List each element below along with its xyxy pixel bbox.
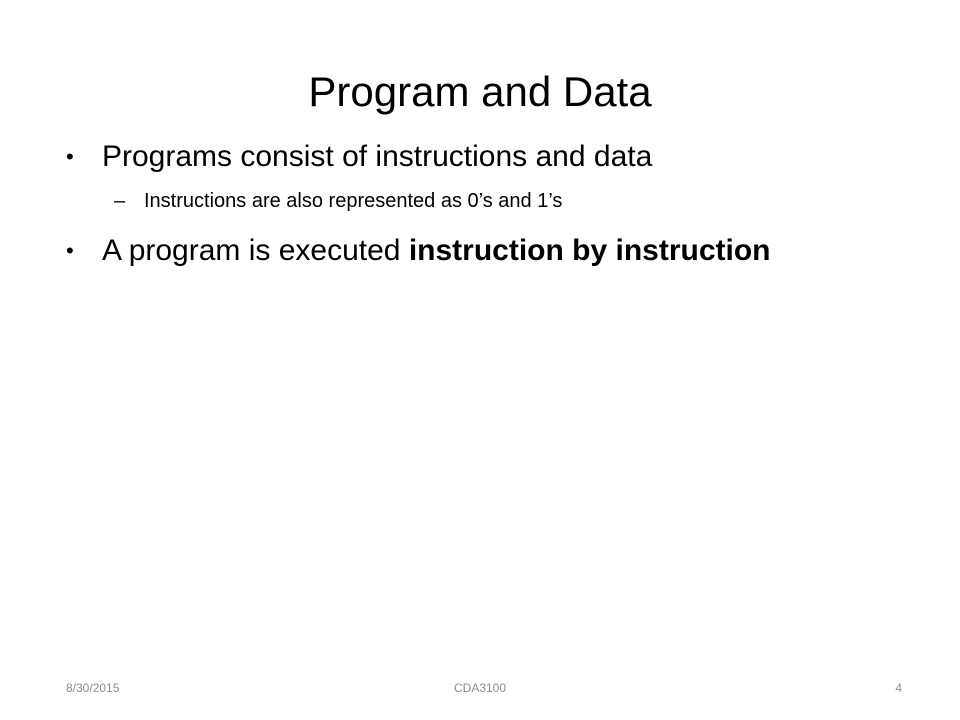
bullet-text-plain: A program is executed xyxy=(102,234,409,267)
footer-date: 8/30/2015 xyxy=(66,681,120,695)
dash-icon: – xyxy=(114,190,126,212)
bullet-text-bold: instruction by instruction xyxy=(408,234,771,267)
sub-bullet-item xyxy=(66,186,906,216)
footer-course: CDA3100 xyxy=(453,681,507,695)
bullet-item xyxy=(66,232,906,270)
footer-page-number: 4 xyxy=(895,681,902,695)
bullet-text: Programs consist of instructions and data xyxy=(102,140,653,173)
bullet-icon: • xyxy=(66,238,74,263)
sub-bullet-text: Instructions are also represented as 0’s and 1’s xyxy=(144,190,563,212)
bullet-list xyxy=(66,138,906,280)
bullet-item xyxy=(66,138,906,176)
slide-title: Program and Data xyxy=(308,68,652,115)
bullet-icon: • xyxy=(66,144,74,169)
